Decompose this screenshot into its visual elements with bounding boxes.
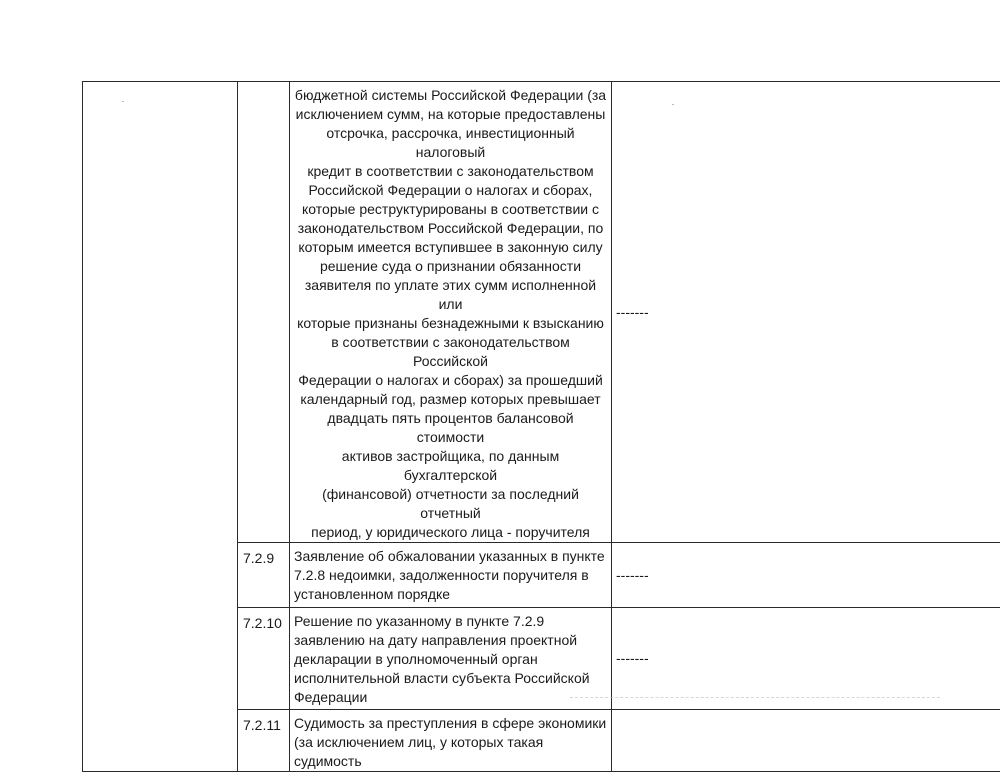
scan-speck [672,104,674,105]
row-description-text: Решение по указанному в пункте 7.2.9 заявлению на дату направления проектной декларации в уполномоченный орган исполнительной власти субъекта Российской Федерации [294,613,590,705]
scan-speck [122,101,124,102]
row-value: ------- [612,82,1000,543]
row-description [290,608,612,710]
row-value [612,710,1000,772]
row-description-text: бюджетной системы Российской Федерации (за исключением сумм, на которые предоставлены отсрочка, рассрочка, инвестиционный налоговый кредит в соответствии с законодательством Российской Федерации о налогах и сборах, которые реструктурированы в соответствии с законодательством Российской Федерации, по которым имеется вступившее в законную силу решение суда о признании обязанности заявителя по уплате этих сумм исполненной или которые признаны безнадежными к взысканию в соответствии с законодательством Российской Федерации о налогах и сборах) за прошедший календарный год, размер которых превышает двадцать пять процентов балансовой стоимости активов застройщика, по данным бухгалтерской (финансовой) отчетности за последний отчетный период, у юридического лица - поручителя [295,87,606,540]
row-number: 7.2.10 [238,608,290,710]
scan-artifact [570,697,940,702]
row-description [290,82,612,543]
row-value: ------- [612,608,1000,710]
empty-left-column [83,82,238,772]
row-description-text: Судимость за преступления в сфере экономики (за исключением лиц, у которых такая судимость [294,715,606,769]
row-number: 7.2.9 [238,543,290,608]
row-number: 7.2.11 [238,710,290,772]
table-row [83,82,1000,543]
row-description-text: Заявление об обжаловании указанных в пункте 7.2.8 недоимки, задолженности поручителя в установленном порядке [294,548,605,602]
row-value: ------- [612,543,1000,608]
row-number [238,82,290,543]
row-description [290,710,612,772]
row-description [290,543,612,608]
declaration-table [82,81,1000,772]
